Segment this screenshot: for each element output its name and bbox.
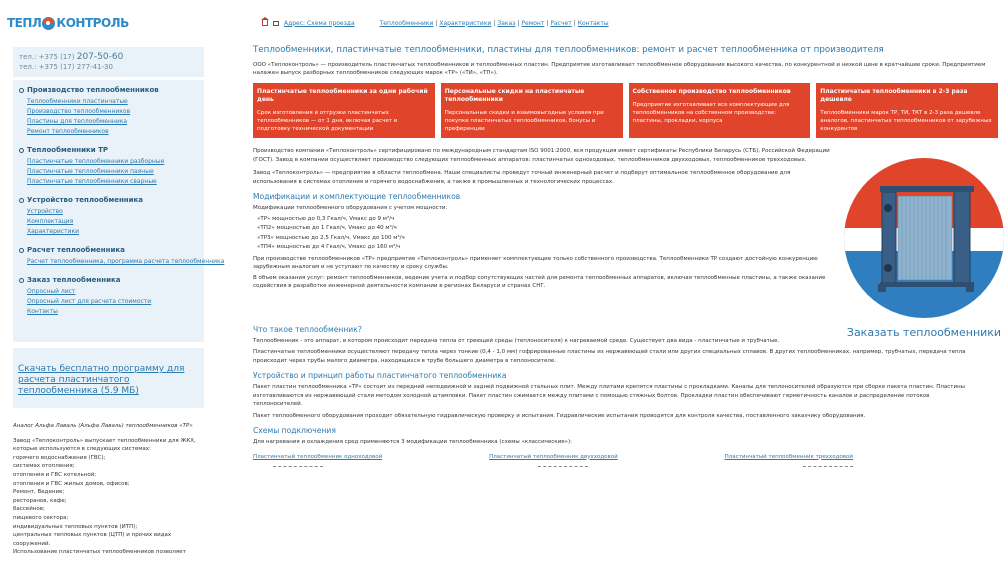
menu-section-production (19, 86, 198, 137)
menu-link[interactable]: Расчет теплообменника, программа расчета теплообменника (27, 258, 225, 265)
feature-text: Срок изготовления и отгрузки пластинчатых теплообменников — от 1 дня, включая расчет и подготовку технической документации (257, 110, 398, 132)
sidebar-text-title: Аналог Альфа Лаваль (Альфа Лаваль) теплообменников «ТР» (13, 423, 193, 429)
menu-section-order (19, 276, 198, 317)
feature-title: Собственное производство теплообменников (632, 88, 791, 95)
feature-block[interactable] (629, 83, 811, 138)
menu-link[interactable]: Опросный лист (27, 288, 76, 295)
what-is-paragraph-2: Пластинчатые теплообменники осуществляют передачу тепла через тонкие (0,4 - 1,0 мм) гофрированные пластины из нержавеющей стали или других специальных сплавов. В других теплообменниках, например, трубчатых, передача тепла происходит через трубы малого диаметра, находящихся в трубе большего диаметра в теплоносителе. (253, 349, 966, 364)
bullet-icon (19, 198, 24, 203)
order-heat-exchangers-link[interactable]: Заказать теплообменники (846, 326, 1002, 339)
logo-circle-icon (42, 17, 55, 30)
bullet-icon (19, 148, 24, 153)
feature-title: Пластинчатые теплообменники в 2-3 раза дешевле (820, 88, 968, 103)
sidebar-text-line: пищевого сектора; (13, 514, 69, 521)
sidebar-text-line: Завод «Теплоконтроль» выпускает теплообменники для ЖКХ, которые используются в следующих системах: (13, 437, 196, 453)
sidebar-text-line: бассейнов; (13, 506, 45, 513)
feature-block[interactable] (816, 83, 998, 138)
menu-link[interactable]: Опросный лист для расчета стоимости (27, 298, 152, 305)
sidebar-menu (13, 80, 225, 342)
menu-link[interactable]: Пластины для теплообменника (27, 118, 128, 125)
site-logo[interactable] (7, 16, 129, 30)
intro-text: ООО «Теплоконтроль» — производитель пластинчатых теплообменников и теплообменных пластин. Предприятие изготавливает теплообменное оборудование высокого качества, по конкурентной и низкой цене в кратчайшие сроки. Предприятием налажен выпуск разборных теплообменников следующих марок «ТР» («ТИ», «ТП»). (253, 62, 986, 76)
sidebar-text-line: горячего водоснабжения (ГВС); (13, 454, 106, 461)
feature-text: Персональные скидки и взаимовыгодные условия при покупке пластинчатых теплообменников, бонусы и преференции (444, 110, 604, 132)
feature-title: Персональные скидки на пластинчатые теплообменники (444, 88, 585, 103)
menu-link[interactable]: Производство теплообменников (27, 108, 131, 115)
menu-link[interactable]: Характеристики (27, 228, 80, 235)
download-program-link[interactable]: Скачать бесплатно программу для расчета пластинчатого теплообменника (5.9 МБ) (18, 364, 185, 396)
product-promo[interactable] (844, 158, 1004, 358)
plate-heat-exchanger-image (878, 184, 978, 292)
scheme-link-two-pass[interactable]: Пластинчатый теплообменник двухходовой (489, 453, 618, 460)
feature-blocks (253, 83, 998, 138)
nav-link-repair[interactable]: Ремонт (521, 19, 545, 27)
scheme-diagram[interactable] (273, 466, 323, 482)
bullet-icon (19, 278, 24, 283)
phone-line-2: тел.: +375 (17) 277-41-30 (19, 63, 113, 71)
menu-link[interactable]: Комплектация (27, 218, 74, 225)
menu-heading[interactable]: Расчет теплообменника (19, 246, 198, 254)
sidebar-text-line: индивидуальных тепловых пунктов (ИТП); (13, 523, 138, 530)
device-paragraph-2: Пакет теплообменного оборудования проходит обязательную гидравлическую проверку и испытания. Гидравлические испытания проводятся для контроля качества, поставленного заказчику оборудования. (253, 412, 866, 419)
menu-link[interactable]: Ремонт теплообменников (27, 128, 109, 135)
home-icon[interactable] (262, 20, 268, 26)
sidebar-text (13, 422, 205, 557)
feature-text: Теплообменники марок ТР, ТИ, ТКТ в 2-3 раза дешевле аналогов, пластинчатых теплообменников от зарубежных конкурентов (820, 110, 992, 132)
sidebar-text-line: ресторанов, кафе; (13, 497, 67, 504)
logo-text-part1: ТЕПЛ (7, 16, 42, 30)
feature-title: Пластинчатые теплообменники за одни рабочий день (257, 88, 428, 103)
sidebar (0, 0, 225, 572)
menu-heading[interactable]: Заказ теплообменника (19, 276, 198, 284)
bullet-icon (19, 88, 24, 93)
schemes-intro: Для нагревания и охлаждения сред применяются 3 модификации теплообменника (схемы «классические»): (253, 439, 572, 445)
schemes-links (253, 454, 853, 460)
menu-heading[interactable]: Теплообменники ТР (19, 146, 198, 154)
phone-number-main: 207-50-60 (76, 52, 124, 62)
schemes-heading: Схемы подключения (253, 426, 336, 435)
menu-section-device (19, 196, 198, 237)
menu-heading[interactable]: Производство теплообменников (19, 86, 198, 94)
modification-item: «ТР3» мощностью до 2,5 Гкал/ч, Vмакс до 100 м³/ч (257, 234, 405, 241)
sidebar-text-line: Использование пластинчатых теплообменников позволяет (13, 549, 186, 556)
services-paragraph: В объем оказания услуг: ремонт теплообменников, ведение учета и подбор сопутствующих частей для ремонта теплообменных аппаратов, включая теплообменные пластины, а также оказание содействия в разработке инженерной деятельности компании в регионах Беларуси и странах СНГ. (253, 274, 826, 289)
feature-block[interactable] (441, 83, 623, 138)
sidebar-text-line: Ремонт, Ведение; (13, 489, 65, 496)
device-paragraph-1: Пакет пластин теплообменника «ТР» состоит из передней неподвижной и задней подвижной стальных плит. Между плитами крепятся пластины с прокладками. Каналы для теплоносителей образуются при сборке пакета пластин. Пластины изготавливаются из нержавеющей стали методом холодной штамповки. Пакет пластин сжимается между плитами с помощью стяжных болтов. Прокладки пластин обеспечивают герметичность каналов и распределение потоков теплоносителей. (253, 384, 966, 407)
scheme-diagrams (273, 466, 853, 482)
modifications-heading: Модификации и комплектующие теплообменников (253, 192, 461, 201)
nav-link-calculation[interactable]: Расчет (550, 19, 572, 27)
feature-block[interactable] (253, 83, 435, 138)
sidebar-text-line: отопления и ГВС жилых домов, офисов; (13, 480, 130, 487)
menu-link[interactable]: Пластинчатые теплообменники разборные (27, 158, 165, 165)
menu-link[interactable]: Теплообменники пластинчатые (27, 98, 128, 105)
modification-item: «ТП2» мощностью до 1 Гкал/ч, Vмакс до 40 м³/ч (257, 225, 397, 231)
logo-text-part2: КОНТРОЛЬ (56, 16, 129, 30)
sidebar-text-line: отопления и ГВС котельной; (13, 471, 97, 478)
nav-link-heat-exchangers[interactable]: Теплообменники (379, 19, 434, 27)
company-text: Завод «Теплоконтроль» — предприятие в области теплообмена. Наши специалисты проведут точный инженерный расчет и подберут оптимальное теплообменное оборудование для использования в системах отопления и горячего водоснабжения, а также в промышленных и технологических процессах. (253, 170, 791, 185)
bullet-icon (19, 248, 24, 253)
menu-section-calc (19, 246, 225, 267)
menu-link[interactable]: Пластинчатые теплообменники сварные (27, 178, 157, 185)
address-link[interactable]: Адрес: Схема проезда (284, 19, 355, 27)
modification-item: «ТП4» мощностью до 4 Гкал/ч, Vмакс до 160 м³/ч (257, 244, 401, 250)
nav-link-characteristics[interactable]: Характеристики (439, 19, 492, 27)
menu-section-tr (19, 146, 198, 187)
device-heading: Устройство и принцип работы пластинчатого теплообменника (253, 371, 507, 380)
mail-icon[interactable] (273, 21, 279, 26)
menu-link[interactable]: Пластинчатые теплообменники паяные (27, 168, 154, 175)
modification-item: «ТР» мощностью до 0,3 Гкал/ч, Vмакс до 9 м³/ч (257, 215, 395, 222)
scheme-link-single-pass[interactable]: Пластинчатый теплообменник одноходовой (253, 453, 383, 460)
page-title: Теплообменники, пластинчатые теплообменники, пластины для теплообменников: ремонт и расчет теплообменника от производителя (253, 45, 884, 55)
nav-link-order[interactable]: Заказ (497, 19, 516, 27)
menu-link[interactable]: Устройство (27, 208, 63, 215)
what-is-heading: Что такое теплообменник? (253, 324, 362, 334)
menu-link[interactable]: Контакты (27, 308, 58, 315)
feature-text: Предприятие изготавливает все комплектующие для теплообменников на собственном производстве: пластины, прокладки, корпуса (632, 102, 790, 124)
scheme-diagram[interactable] (538, 466, 588, 482)
top-navigation: Адрес: Схема проезда Теплообменники | Характеристики | Заказ | Ремонт | Расчет | Контакты (262, 18, 992, 28)
download-box (13, 348, 204, 408)
sidebar-text-line: системах отопления; (13, 463, 75, 470)
modifications-paragraph: При производстве теплообменников «ТР» предприятие «Теплоконтроль» применяет комплектующие только собственного производства. Теплообменники ТР создают достойную конкуренцию зарубежным аналогам и не уступают по качеству и сроку службы. (253, 255, 818, 270)
scheme-diagram[interactable] (803, 466, 853, 482)
menu-heading[interactable]: Устройство теплообменника (19, 196, 198, 204)
phone-line-1 (19, 52, 198, 62)
contacts-box (13, 47, 204, 77)
sidebar-text-line: центральных тепловых пунктов (ЦТП) и прочих видах сооружений. (13, 532, 172, 547)
scheme-link-three-pass[interactable]: Пластинчатый теплообменник трехходовой (724, 453, 853, 460)
nav-link-contacts[interactable]: Контакты (577, 19, 609, 27)
what-is-paragraph-1: Теплообменник - это аппарат, в котором происходит передача тепла от греющей среды (теплоносителя) к нагреваемой среде. Существует два вида - пластинчатые и трубчатые. (253, 337, 780, 344)
certification-text: Производство компании «Теплоконтроль» сертифицировано по международным стандартам ISO 9001:2000, вся продукция имеет сертификаты Республики Беларусь (СТБ), Российской Федерации (ГОСТ). Завод в компании осуществляет производство следующих теплообменных аппаратов: пластинчатых одноходовых, теплообменников двухходовых, теплообменников трехходовых. (253, 148, 830, 163)
phone-prefix: тел.: +375 (17) (19, 53, 75, 61)
modifications-intro: Модификации теплообменного оборудования с учетом мощности: (253, 205, 448, 211)
